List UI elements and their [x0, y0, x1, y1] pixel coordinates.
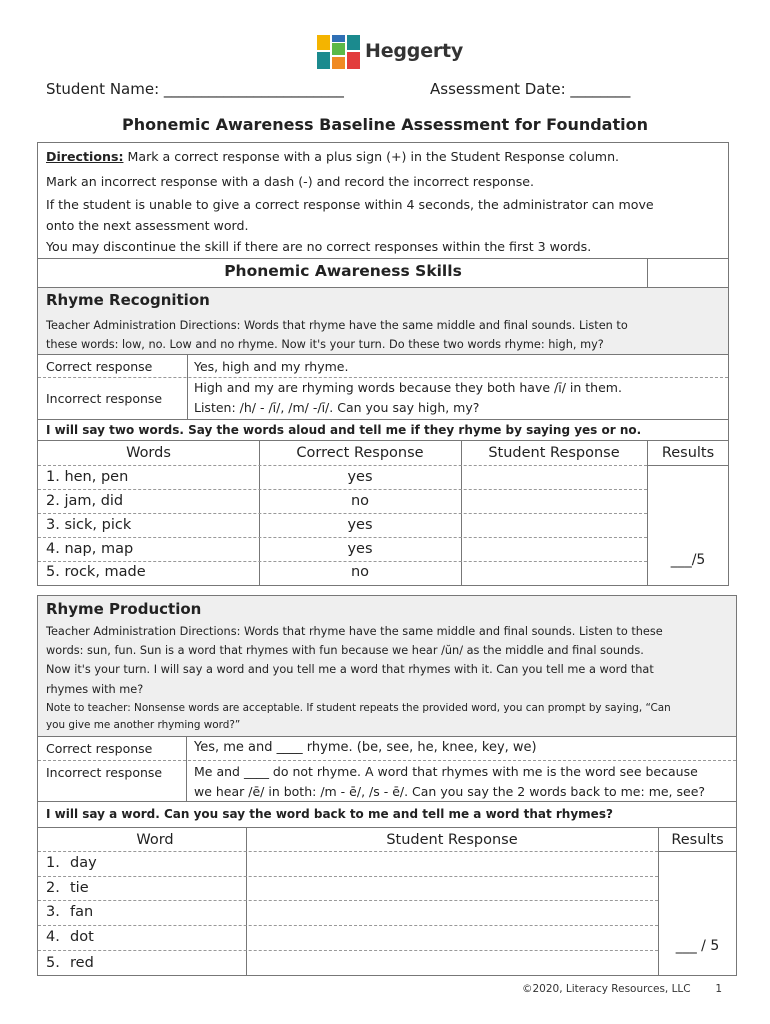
directions-line-1: Mark a correct response with a plus sign (+) in the Student Response column. — [123, 149, 620, 164]
rr-word-1: 1. hen, pen — [46, 469, 129, 485]
rp-teacher-line-1: Teacher Administration Directions: Words that rhyme have the same middle and final sounds. Listen to these — [46, 625, 663, 638]
directions-line-2: Mark an incorrect response with a dash (-) and record the incorrect response. — [46, 173, 535, 189]
rp-col-results: Results — [671, 832, 724, 848]
rp-incorrect-line-2: we hear /ē/ in both: /m - ē/, /s - ē/. Can you say the 2 words back to me: me, see? — [194, 784, 706, 799]
directions-label: Directions: — [46, 149, 124, 164]
rp-incorrect-label: Incorrect response — [46, 765, 163, 780]
rhyme-production-title: Rhyme Production — [46, 600, 202, 618]
rr-student-response-area[interactable] — [462, 467, 647, 585]
rp-num-2: 2. — [46, 880, 60, 896]
rp-responses-box — [37, 736, 737, 802]
rp-incorrect-line-1: Me and ____ do not rhyme. A word that rhymes with me is the word see because — [194, 764, 698, 779]
rp-num-4: 4. — [46, 929, 60, 945]
rp-num-3: 3. — [46, 904, 60, 920]
rp-word-5: red — [70, 955, 94, 971]
rp-note-line-2: you give me another rhyming word?” — [46, 719, 241, 731]
rr-correct-4: yes — [347, 541, 373, 557]
rr-word-2: 2. jam, did — [46, 493, 124, 509]
directions-line-3: If the student is unable to give a correct response within 4 seconds, the administrator can move — [46, 197, 654, 212]
rp-note-line-1: Note to teacher: Nonsense words are acceptable. If student repeats the provided word, you can prompt by saying, “Can — [46, 702, 671, 714]
assessment-date-field[interactable]: Assessment Date: ________ — [430, 80, 631, 98]
rr-prompt-row — [37, 419, 729, 441]
directions-box — [37, 142, 729, 259]
rr-incorrect-line-1: High and my are rhyming words because they both have /ī/ in them. — [194, 380, 622, 395]
rp-word-4: dot — [70, 929, 94, 945]
rp-prompt: I will say a word. Can you say the word back to me and tell me a word that rhymes? — [46, 807, 613, 821]
rp-num-1: 1. — [46, 855, 60, 871]
heggerty-logo — [317, 35, 477, 69]
rr-correct-2: no — [350, 493, 370, 509]
rr-col-words: Words — [126, 445, 171, 461]
rp-word-3: fan — [70, 904, 94, 920]
rr-teacher-line-1: Teacher Administration Directions: Words that rhyme have the same middle and final sounds. Listen to — [46, 319, 628, 332]
rp-col-word: Word — [136, 832, 174, 848]
rr-col-student: Student Response — [488, 445, 620, 461]
rr-col-correct: Correct Response — [296, 445, 424, 461]
logo-mark-icon — [317, 35, 361, 69]
rp-word-2: tie — [70, 880, 89, 896]
rr-score[interactable]: ___/5 — [670, 552, 706, 568]
rr-incorrect-line-2: Listen: /h/ - /ī/, /m/ -/ī/. Can you say high, my? — [194, 400, 480, 415]
rr-correct-text: Yes, high and my rhyme. — [194, 359, 349, 374]
rp-correct-label: Correct response — [46, 741, 153, 756]
skills-header-divider — [647, 259, 648, 288]
student-name-field[interactable]: Student Name: ________________________ — [46, 80, 344, 98]
rp-teacher-line-3: Now it's your turn. I will say a word and you tell me a word that rhymes with it. Can you tell me a word that — [46, 663, 654, 676]
rr-correct-1: yes — [347, 469, 373, 485]
rp-teacher-line-2: words: sun, fun. Sun is a word that rhymes with fun because we hear /ŭn/ as the middle and final sounds. — [46, 644, 644, 657]
logo-wordmark: Heggerty — [365, 40, 464, 62]
rp-col-student: Student Response — [386, 832, 518, 848]
rp-teacher-line-4: rhymes with me? — [46, 683, 144, 696]
rr-incorrect-label: Incorrect response — [46, 391, 163, 406]
rp-prompt-row — [37, 801, 737, 828]
page-number: 1 — [715, 983, 722, 995]
rr-teacher-line-2: these words: low, no. Low and no rhyme. Now it's your turn. Do these two words rhyme: high, my? — [46, 338, 604, 351]
rp-num-5: 5. — [46, 955, 60, 971]
rr-responses-box — [37, 354, 729, 420]
rr-correct-5: no — [350, 564, 370, 580]
rhyme-recognition-title: Rhyme Recognition — [46, 291, 210, 309]
rr-word-4: 4. nap, map — [46, 541, 134, 557]
rr-prompt: I will say two words. Say the words aloud and tell me if they rhyme by saying yes or no. — [46, 423, 642, 437]
rp-score[interactable]: ___ / 5 — [675, 938, 720, 954]
rr-word-3: 3. sick, pick — [46, 517, 132, 533]
directions-line-4: onto the next assessment word. — [46, 218, 249, 233]
footer-copyright: ©2020, Literacy Resources, LLC — [521, 983, 691, 995]
skills-header — [37, 258, 729, 288]
rr-correct-3: yes — [347, 517, 373, 533]
rr-col-results: Results — [661, 445, 715, 461]
skills-header-title: Phonemic Awareness Skills — [224, 262, 462, 280]
rp-correct-text: Yes, me and ____ rhyme. (be, see, he, knee, key, we) — [194, 740, 537, 755]
rp-student-response-area[interactable] — [247, 853, 658, 975]
rhyme-production-header — [37, 595, 737, 737]
rp-word-1: day — [70, 855, 97, 871]
rp-table — [37, 827, 737, 976]
rhyme-recognition-header — [37, 287, 729, 355]
rr-word-5: 5. rock, made — [46, 564, 146, 580]
rr-correct-label: Correct response — [46, 359, 153, 374]
rr-table — [37, 440, 729, 586]
page-title: Phonemic Awareness Baseline Assessment for Foundation — [122, 115, 648, 134]
directions-line-5: You may discontinue the skill if there are no correct responses within the first 3 words. — [46, 239, 592, 254]
footer — [522, 983, 722, 995]
